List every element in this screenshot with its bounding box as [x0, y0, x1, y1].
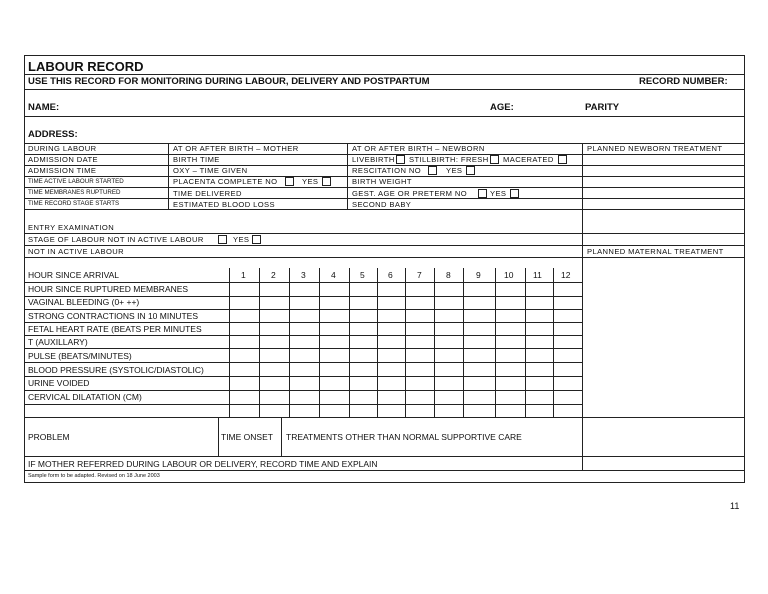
referral-label: IF MOTHER REFERRED DURING LABOUR OR DELIVERY, RECORD TIME AND EXPLAIN [28, 459, 378, 469]
row-label-urine: URINE VOIDED [28, 378, 90, 388]
preterm-yes-checkbox[interactable] [510, 189, 519, 198]
treatments-label: TREATMENTS OTHER THAN NORMAL SUPPORTIVE CARE [286, 432, 522, 442]
hour-col-3: 3 [301, 270, 306, 280]
hour-col-2: 2 [271, 270, 276, 280]
row-label-bleeding: VAGINAL BLEEDING (0+ ++) [28, 297, 140, 307]
row-label-membranes: HOUR SINCE RUPTURED MEMBRANES [28, 284, 189, 294]
hour-since-arrival-label: HOUR SINCE ARRIVAL [28, 270, 120, 280]
time-onset-label: TIME ONSET [221, 432, 273, 442]
rescitation-label: RESCITATION NO [352, 166, 422, 175]
mother-header: AT OR AFTER BIRTH – MOTHER [173, 144, 299, 153]
time-active-labour-label: TIME ACTIVE LABOUR STARTED [28, 178, 124, 185]
newborn-header: AT OR AFTER BIRTH – NEWBORN [352, 144, 485, 153]
hour-col-4: 4 [331, 270, 336, 280]
form-title: LABOUR RECORD [28, 59, 144, 74]
not-in-active-label: NOT IN ACTIVE LABOUR [28, 247, 125, 256]
hour-col-11: 11 [533, 270, 542, 280]
instruction-text: USE THIS RECORD FOR MONITORING DURING LABOUR, DELIVERY AND POSTPARTUM [28, 76, 430, 87]
row-label-temperature: T (AUXILLARY) [28, 337, 88, 347]
preterm-no-checkbox[interactable] [478, 189, 487, 198]
problem-label: PROBLEM [28, 432, 70, 442]
livebirth-checkbox[interactable] [396, 155, 405, 164]
estimated-blood-loss-label: ESTIMATED BLOOD LOSS [173, 200, 275, 209]
macerated-label: MACERATED [503, 155, 554, 164]
macerated-checkbox[interactable] [558, 155, 567, 164]
birth-weight-label: BIRTH WEIGHT [352, 177, 412, 186]
stage-no-checkbox[interactable] [218, 235, 227, 244]
row-label-cervical: CERVICAL DILATATION (CM) [28, 392, 142, 402]
hour-col-8: 8 [446, 270, 451, 280]
rescitation-yes-label: YES [446, 166, 463, 175]
stillbirth-label: STILLBIRTH: FRESH [409, 155, 489, 164]
stage-yes-checkbox[interactable] [252, 235, 261, 244]
footnote: Sample form to be adapted. Revised on 18 June 2003 [28, 473, 160, 479]
planned-maternal-treatment-label: PLANNED MATERNAL TREATMENT [587, 247, 724, 256]
hour-col-5: 5 [360, 270, 365, 280]
preterm-yes-label: YES [490, 189, 507, 198]
page-number: 11 [730, 501, 740, 511]
placenta-yes-checkbox[interactable] [322, 177, 331, 186]
stage-yes-label: YES [233, 235, 250, 244]
rescitation-yes-checkbox[interactable] [466, 166, 475, 175]
entry-examination-label: ENTRY EXAMINATION [28, 223, 115, 232]
placenta-complete-label: PLACENTA COMPLETE NO [173, 177, 278, 186]
hour-col-1: 1 [241, 270, 246, 280]
stage-not-active-label: STAGE OF LABOUR NOT IN ACTIVE LABOUR [28, 235, 204, 244]
placenta-yes-label: YES [302, 177, 319, 186]
rescitation-no-checkbox[interactable] [428, 166, 437, 175]
name-label: NAME: [28, 102, 60, 113]
time-record-stage-label: TIME RECORD STAGE STARTS [28, 200, 120, 207]
record-number-label: RECORD NUMBER: [639, 76, 728, 87]
oxy-time-label: OXY – TIME GIVEN [173, 166, 248, 175]
parity-label: PARITY [585, 102, 620, 113]
hour-col-7: 7 [417, 270, 422, 280]
admission-date-label: ADMISSION DATE [28, 155, 99, 164]
address-label: ADDRESS: [28, 129, 78, 140]
time-delivered-label: TIME DELIVERED [173, 189, 242, 198]
hour-col-6: 6 [388, 270, 393, 280]
second-baby-label: SECOND BABY [352, 200, 412, 209]
birth-time-label: BIRTH TIME [173, 155, 220, 164]
time-membranes-label: TIME MEMBRANES RUPTURED [28, 189, 121, 196]
placenta-no-checkbox[interactable] [285, 177, 294, 186]
gest-age-label: GEST. AGE OR PRETERM NO [352, 189, 468, 198]
hour-col-12: 12 [561, 270, 571, 280]
hour-col-10: 10 [504, 270, 514, 280]
hour-col-9: 9 [476, 270, 481, 280]
admission-time-label: ADMISSION TIME [28, 166, 97, 175]
stillbirth-checkbox[interactable] [490, 155, 499, 164]
row-label-contractions: STRONG CONTRACTIONS IN 10 MINUTES [28, 311, 199, 321]
row-label-fetal-heart: FETAL HEART RATE (BEATS PER MINUTES [28, 324, 202, 334]
during-labour-header: DURING LABOUR [28, 144, 97, 153]
age-label: AGE: [490, 102, 514, 113]
row-label-blood-pressure: BLOOD PRESSURE (SYSTOLIC/DIASTOLIC) [28, 365, 204, 375]
row-label-pulse: PULSE (BEATS/MINUTES) [28, 351, 132, 361]
planned-newborn-treatment-label: PLANNED NEWBORN TREATMENT [587, 144, 723, 153]
livebirth-label: LIVEBIRTH [352, 155, 395, 164]
